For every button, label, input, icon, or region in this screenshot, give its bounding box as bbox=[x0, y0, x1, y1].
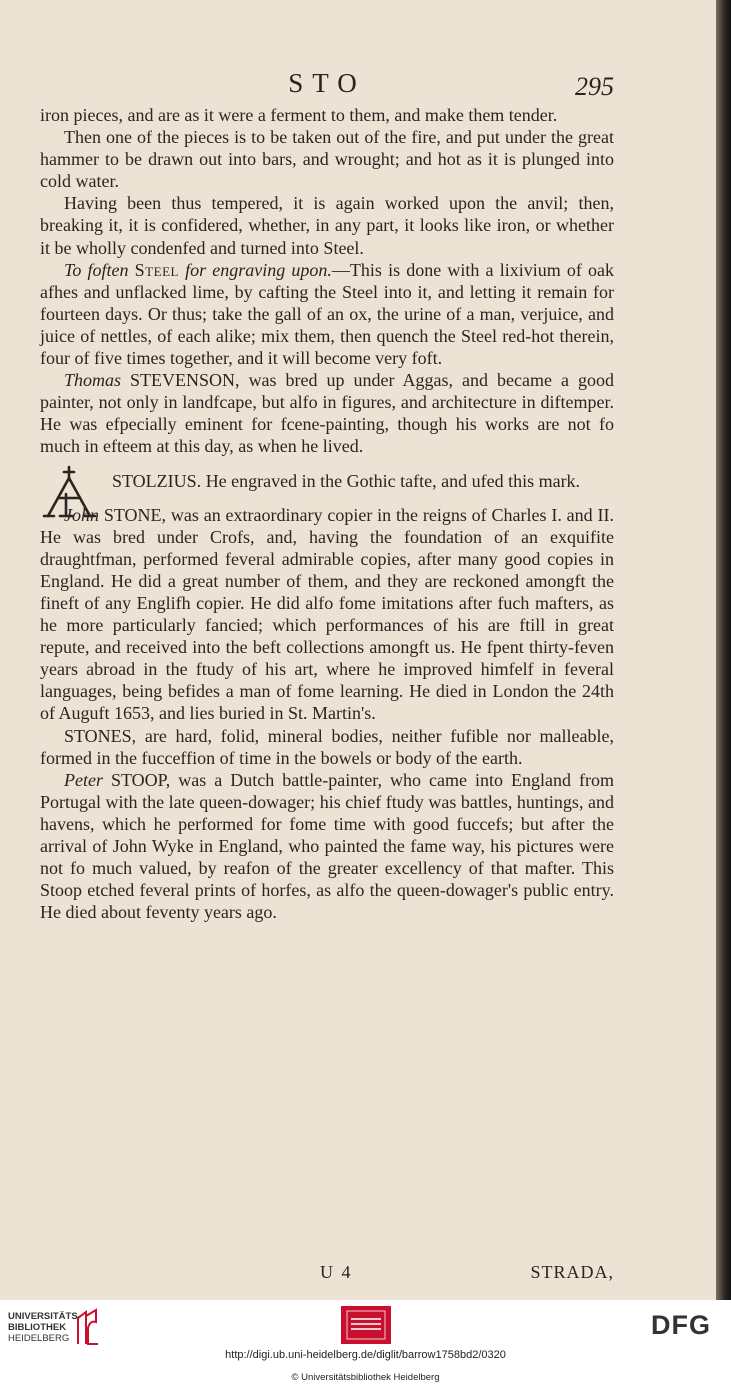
entry-surname: STONE, bbox=[103, 504, 167, 525]
dfg-logo[interactable]: DFG bbox=[651, 1310, 711, 1340]
body-text bbox=[40, 104, 614, 923]
entry-surname: STOOP, bbox=[111, 769, 171, 790]
entry-term: Steel bbox=[134, 259, 179, 280]
entry-stoop bbox=[40, 769, 614, 924]
entry-stevenson bbox=[40, 369, 614, 457]
entry-forename: John bbox=[64, 504, 99, 525]
entry-forename: Peter bbox=[64, 769, 103, 790]
credit-bar bbox=[0, 1300, 731, 1391]
entry-forename: Thomas bbox=[64, 370, 122, 391]
entry-surname: STEVENSON, bbox=[130, 370, 240, 391]
uni-name-line3: HEIDELBERG bbox=[8, 1333, 70, 1344]
entry-body: was an extraordinary copier in the reigns of Charles I. and II. He was bred under Crofs, and, having the foundation of an exquifite draughtfman, performed feveral admirable copies, after many good copies in England. He did a great number of them, and they are reckoned amongft the fineft of any Englifh copier. He did alfo fome imitations after fuch mafters, as he more particularly fancied; which performances of his are ftill in great repute, and received into the beft collections amongft us. He fpent thirty-feven years abroad in the ftudy of his art, where he improved himfelf in feveral languages, being befides a man of fome learning. He died in London the 24th of Auguft 1653, and lies buried in St. Martin's. bbox=[40, 504, 614, 724]
entry-surname: STOLZIUS. bbox=[112, 470, 202, 491]
entry-stone bbox=[40, 504, 614, 725]
entry-body: —This is done with a lixivium of oak afhes and unflacked lime, by cafting the Steel into it, and letting it remain for fourteen days. Or thus; take the gall of an ox, the urine of a man, verjuice, and juice of nettles, of each alike; mix them, then quench the Steel red-hot therein, four of five times together, and it will become very foft. bbox=[40, 259, 614, 369]
uni-name-line2: BIBLIOTHEK bbox=[8, 1322, 67, 1333]
entry-lead-continued: for engraving upon. bbox=[185, 259, 332, 280]
entry-body: was bred up under Aggas, and became a good painter, not only in landfcape, but alfo in figures, and architecture in diftemper. He was efpecially eminent for fcene-painting, though his works are not fo much in efteem at this day, as when he lived. bbox=[40, 370, 615, 457]
university-logo[interactable] bbox=[8, 1308, 108, 1348]
entry-body: He engraved in the Gothic tafte, and ufed this mark. bbox=[205, 470, 581, 491]
entry-stolzius bbox=[40, 470, 614, 492]
paragraph-tempered: Having been thus tempered, it is again worked upon the anvil; then, breaking it, it is confidered, whether, in any part, it looks like iron, or whether it be wholly condenfed and turned into Steel. bbox=[40, 193, 614, 258]
heritage-badge-icon[interactable] bbox=[341, 1306, 391, 1344]
running-head: STO bbox=[288, 68, 366, 98]
entry-soften-steel bbox=[40, 259, 614, 369]
paragraph-continuation: iron pieces, and are as it were a ferment to them, and make them tender. bbox=[40, 105, 558, 125]
stolzius-monogram-icon bbox=[40, 464, 98, 522]
page-footer bbox=[40, 1262, 614, 1286]
page-header bbox=[40, 68, 614, 102]
entry-body: are hard, folid, mineral bodies, neither fufible nor malleable, formed in the fucceffion of time in the bowels or body of the earth. bbox=[40, 725, 614, 768]
copyright-notice: © Universitätsbibliothek Heidelberg bbox=[291, 1372, 440, 1383]
entry-surname: STONES, bbox=[64, 725, 137, 746]
entry-lead: To foften bbox=[64, 259, 129, 280]
paragraph-hammer: Then one of the pieces is to be taken out of the fire, and put under the great hammer to be drawn out into bars, and wrought; and hot as it is plunged into cold water. bbox=[40, 127, 614, 192]
permalink[interactable]: http://digi.ub.uni-heidelberg.de/diglit/barrow1758bd2/0320 bbox=[225, 1349, 506, 1361]
university-logo-icon bbox=[74, 1308, 104, 1348]
entry-body: was a Dutch battle-painter, who came into England from Portugal with the late queen-dowager; his chief ftudy was battles, huntings, and havens, which he performed for fome time with good fuccefs; but after the arrival of John Wyke in England, who painted the fame way, his pictures were not fo much valued, by reafon of the greater excellency of that mafter. This Stoop etched feveral prints of horfes, as alfo the queen-dowager's public entry. He died about feventy years ago. bbox=[40, 769, 614, 923]
signature-mark: U 4 bbox=[320, 1262, 353, 1282]
entry-stones bbox=[40, 725, 614, 769]
page-edge bbox=[716, 0, 731, 1300]
page-number: 295 bbox=[575, 72, 614, 101]
catchword: STRADA, bbox=[530, 1262, 614, 1282]
uni-name-line1: UNIVERSITÄTS- bbox=[8, 1311, 81, 1322]
